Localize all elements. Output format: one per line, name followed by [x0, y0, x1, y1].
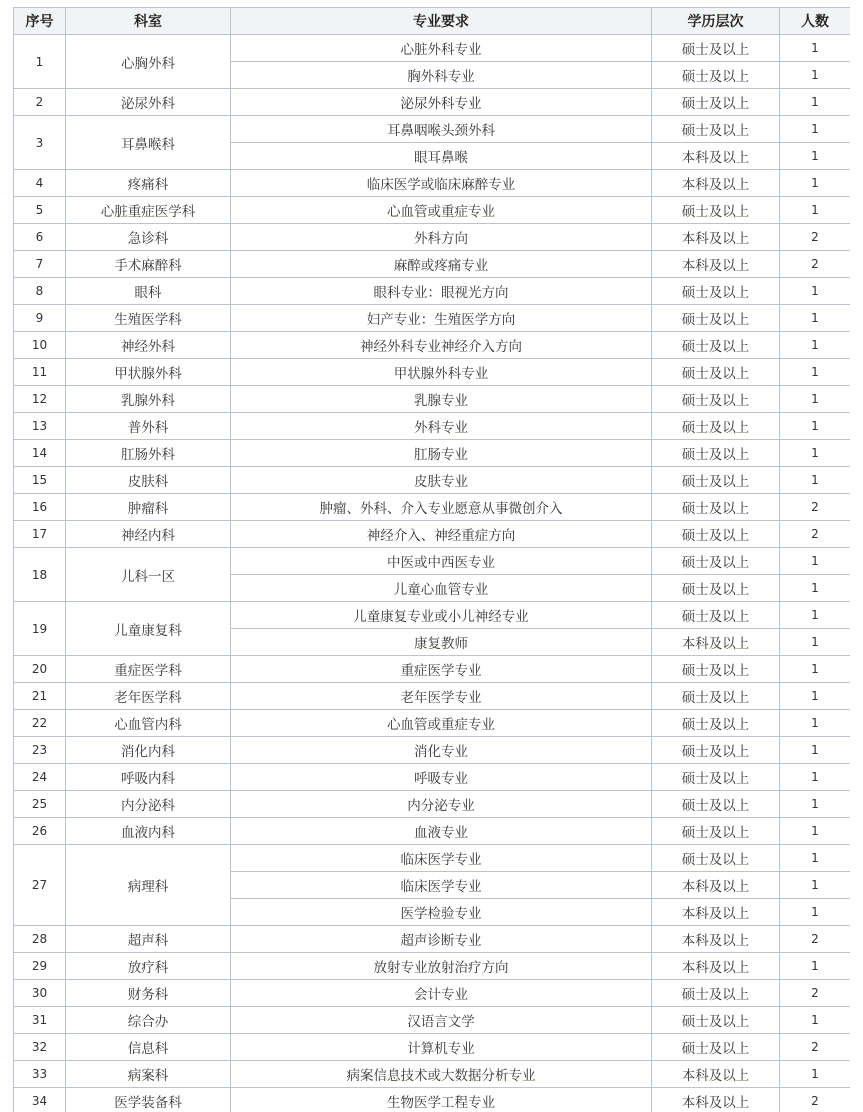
- cell-count: 2: [780, 494, 851, 521]
- cell-count: 1: [780, 1007, 851, 1034]
- cell-edu: 硕士及以上: [652, 656, 780, 683]
- cell-dept: 放疗科: [66, 953, 231, 980]
- cell-seq: 8: [14, 278, 66, 305]
- cell-dept: 超声科: [66, 926, 231, 953]
- table-row: [14, 602, 851, 629]
- table-row: [14, 494, 851, 521]
- cell-count: 1: [780, 548, 851, 575]
- cell-count: 1: [780, 791, 851, 818]
- cell-seq: 27: [14, 845, 66, 926]
- cell-edu: 硕士及以上: [652, 791, 780, 818]
- cell-edu: 本科及以上: [652, 872, 780, 899]
- cell-major: 临床医学或临床麻醉专业: [231, 170, 652, 197]
- cell-seq: 25: [14, 791, 66, 818]
- cell-major: 神经介入、神经重症方向: [231, 521, 652, 548]
- cell-count: 2: [780, 251, 851, 278]
- cell-seq: 31: [14, 1007, 66, 1034]
- cell-seq: 2: [14, 89, 66, 116]
- cell-major: 麻醉或疼痛专业: [231, 251, 652, 278]
- cell-count: 2: [780, 1034, 851, 1061]
- table-row: [14, 305, 851, 332]
- cell-seq: 4: [14, 170, 66, 197]
- cell-dept: 乳腺外科: [66, 386, 231, 413]
- cell-count: 1: [780, 359, 851, 386]
- table-row: [14, 467, 851, 494]
- cell-edu: 硕士及以上: [652, 440, 780, 467]
- cell-seq: 15: [14, 467, 66, 494]
- cell-edu: 硕士及以上: [652, 305, 780, 332]
- cell-seq: 29: [14, 953, 66, 980]
- cell-seq: 12: [14, 386, 66, 413]
- cell-count: 1: [780, 116, 851, 143]
- cell-count: 1: [780, 818, 851, 845]
- cell-dept: 综合办: [66, 1007, 231, 1034]
- cell-count: 2: [780, 224, 851, 251]
- cell-edu: 硕士及以上: [652, 845, 780, 872]
- table-row: [14, 1034, 851, 1061]
- cell-dept: 老年医学科: [66, 683, 231, 710]
- cell-count: 1: [780, 656, 851, 683]
- cell-count: 1: [780, 305, 851, 332]
- cell-count: 1: [780, 332, 851, 359]
- cell-count: 1: [780, 764, 851, 791]
- table-row: [14, 926, 851, 953]
- cell-count: 1: [780, 845, 851, 872]
- cell-dept: 神经内科: [66, 521, 231, 548]
- cell-seq: 6: [14, 224, 66, 251]
- table-row: [14, 764, 851, 791]
- table-row: [14, 251, 851, 278]
- cell-major: 眼耳鼻喉: [231, 143, 652, 170]
- cell-major: 重症医学专业: [231, 656, 652, 683]
- cell-dept: 血液内科: [66, 818, 231, 845]
- cell-count: 1: [780, 737, 851, 764]
- cell-major: 消化专业: [231, 737, 652, 764]
- cell-count: 1: [780, 899, 851, 926]
- cell-major: 妇产专业：生殖医学方向: [231, 305, 652, 332]
- cell-seq: 10: [14, 332, 66, 359]
- cell-dept: 泌尿外科: [66, 89, 231, 116]
- table-row: [14, 521, 851, 548]
- cell-edu: 本科及以上: [652, 251, 780, 278]
- cell-major: 心血管或重症专业: [231, 197, 652, 224]
- cell-seq: 33: [14, 1061, 66, 1088]
- cell-edu: 硕士及以上: [652, 359, 780, 386]
- cell-major: 心脏外科专业: [231, 35, 652, 62]
- table-row: [14, 953, 851, 980]
- cell-count: 2: [780, 926, 851, 953]
- cell-seq: 22: [14, 710, 66, 737]
- cell-edu: 硕士及以上: [652, 602, 780, 629]
- cell-major: 耳鼻咽喉头颈外科: [231, 116, 652, 143]
- cell-seq: 11: [14, 359, 66, 386]
- table-row: [14, 683, 851, 710]
- cell-edu: 本科及以上: [652, 953, 780, 980]
- cell-edu: 硕士及以上: [652, 575, 780, 602]
- cell-edu: 硕士及以上: [652, 1034, 780, 1061]
- cell-dept: 甲状腺外科: [66, 359, 231, 386]
- cell-count: 1: [780, 89, 851, 116]
- table-row: [14, 278, 851, 305]
- cell-dept: 财务科: [66, 980, 231, 1007]
- table-row: [14, 170, 851, 197]
- cell-dept: 心血管内科: [66, 710, 231, 737]
- cell-edu: 硕士及以上: [652, 494, 780, 521]
- cell-count: 2: [780, 980, 851, 1007]
- cell-major: 胸外科专业: [231, 62, 652, 89]
- table-row: [14, 1061, 851, 1088]
- cell-edu: 本科及以上: [652, 143, 780, 170]
- cell-major: 内分泌专业: [231, 791, 652, 818]
- table-row: [14, 845, 851, 872]
- table-row: [14, 1007, 851, 1034]
- cell-major: 老年医学专业: [231, 683, 652, 710]
- cell-count: 2: [780, 521, 851, 548]
- cell-dept: 急诊科: [66, 224, 231, 251]
- cell-seq: 13: [14, 413, 66, 440]
- cell-edu: 硕士及以上: [652, 89, 780, 116]
- cell-dept: 肛肠外科: [66, 440, 231, 467]
- cell-edu: 硕士及以上: [652, 548, 780, 575]
- table-row: [14, 818, 851, 845]
- cell-major: 外科方向: [231, 224, 652, 251]
- recruitment-table: [13, 7, 850, 1112]
- cell-count: 1: [780, 953, 851, 980]
- cell-edu: 硕士及以上: [652, 278, 780, 305]
- cell-count: 1: [780, 575, 851, 602]
- cell-count: 1: [780, 170, 851, 197]
- cell-seq: 17: [14, 521, 66, 548]
- cell-count: 2: [780, 1088, 851, 1112]
- cell-dept: 肿瘤科: [66, 494, 231, 521]
- cell-seq: 9: [14, 305, 66, 332]
- table-row: [14, 980, 851, 1007]
- table-row: [14, 359, 851, 386]
- table-row: [14, 1088, 851, 1112]
- cell-dept: 消化内科: [66, 737, 231, 764]
- cell-edu: 硕士及以上: [652, 737, 780, 764]
- cell-dept: 病案科: [66, 1061, 231, 1088]
- table-row: [14, 737, 851, 764]
- cell-count: 1: [780, 440, 851, 467]
- cell-edu: 硕士及以上: [652, 710, 780, 737]
- cell-count: 1: [780, 413, 851, 440]
- cell-edu: 硕士及以上: [652, 332, 780, 359]
- cell-seq: 23: [14, 737, 66, 764]
- cell-count: 1: [780, 143, 851, 170]
- cell-major: 医学检验专业: [231, 899, 652, 926]
- cell-major: 汉语言文学: [231, 1007, 652, 1034]
- cell-major: 放射专业放射治疗方向: [231, 953, 652, 980]
- table-row: [14, 35, 851, 62]
- table-row: [14, 791, 851, 818]
- cell-major: 临床医学专业: [231, 872, 652, 899]
- cell-major: 呼吸专业: [231, 764, 652, 791]
- table-row: [14, 89, 851, 116]
- cell-count: 1: [780, 710, 851, 737]
- cell-count: 1: [780, 62, 851, 89]
- cell-seq: 1: [14, 35, 66, 89]
- cell-count: 1: [780, 602, 851, 629]
- cell-edu: 硕士及以上: [652, 197, 780, 224]
- header-edu: 学历层次: [652, 8, 780, 35]
- cell-seq: 3: [14, 116, 66, 170]
- cell-edu: 硕士及以上: [652, 818, 780, 845]
- cell-seq: 19: [14, 602, 66, 656]
- cell-edu: 硕士及以上: [652, 521, 780, 548]
- cell-dept: 儿童康复科: [66, 602, 231, 656]
- cell-major: 泌尿外科专业: [231, 89, 652, 116]
- cell-dept: 重症医学科: [66, 656, 231, 683]
- cell-edu: 硕士及以上: [652, 116, 780, 143]
- cell-seq: 5: [14, 197, 66, 224]
- cell-count: 1: [780, 1061, 851, 1088]
- cell-major: 儿童心血管专业: [231, 575, 652, 602]
- cell-major: 肛肠专业: [231, 440, 652, 467]
- cell-major: 康复教师: [231, 629, 652, 656]
- table-row: [14, 116, 851, 143]
- cell-edu: 本科及以上: [652, 926, 780, 953]
- cell-count: 1: [780, 629, 851, 656]
- cell-dept: 呼吸内科: [66, 764, 231, 791]
- cell-major: 心血管或重症专业: [231, 710, 652, 737]
- cell-count: 1: [780, 683, 851, 710]
- table-row: [14, 386, 851, 413]
- cell-edu: 本科及以上: [652, 899, 780, 926]
- table-row: [14, 440, 851, 467]
- cell-major: 生物医学工程专业: [231, 1088, 652, 1112]
- cell-major: 肿瘤、外科、介入专业愿意从事微创介入: [231, 494, 652, 521]
- cell-major: 儿童康复专业或小儿神经专业: [231, 602, 652, 629]
- cell-count: 1: [780, 872, 851, 899]
- table-row: [14, 413, 851, 440]
- recruitment-table-container: [13, 7, 850, 1112]
- cell-count: 1: [780, 278, 851, 305]
- cell-edu: 硕士及以上: [652, 467, 780, 494]
- cell-seq: 14: [14, 440, 66, 467]
- cell-dept: 生殖医学科: [66, 305, 231, 332]
- cell-dept: 儿科一区: [66, 548, 231, 602]
- cell-dept: 神经外科: [66, 332, 231, 359]
- cell-seq: 32: [14, 1034, 66, 1061]
- cell-major: 甲状腺外科专业: [231, 359, 652, 386]
- cell-count: 1: [780, 197, 851, 224]
- table-body: [14, 35, 851, 1112]
- cell-edu: 硕士及以上: [652, 413, 780, 440]
- table-row: [14, 710, 851, 737]
- cell-dept: 医学装备科: [66, 1088, 231, 1112]
- cell-edu: 硕士及以上: [652, 35, 780, 62]
- cell-edu: 硕士及以上: [652, 980, 780, 1007]
- cell-seq: 30: [14, 980, 66, 1007]
- cell-edu: 本科及以上: [652, 1061, 780, 1088]
- cell-dept: 普外科: [66, 413, 231, 440]
- cell-edu: 硕士及以上: [652, 1007, 780, 1034]
- cell-dept: 心胸外科: [66, 35, 231, 89]
- cell-edu: 硕士及以上: [652, 683, 780, 710]
- cell-dept: 手术麻醉科: [66, 251, 231, 278]
- cell-seq: 20: [14, 656, 66, 683]
- cell-seq: 26: [14, 818, 66, 845]
- table-row: [14, 224, 851, 251]
- cell-major: 会计专业: [231, 980, 652, 1007]
- cell-dept: 眼科: [66, 278, 231, 305]
- cell-count: 1: [780, 35, 851, 62]
- cell-count: 1: [780, 467, 851, 494]
- cell-seq: 34: [14, 1088, 66, 1112]
- header-seq: 序号: [14, 8, 66, 35]
- cell-dept: 内分泌科: [66, 791, 231, 818]
- cell-major: 中医或中西医专业: [231, 548, 652, 575]
- cell-edu: 本科及以上: [652, 224, 780, 251]
- header-count: 人数: [780, 8, 851, 35]
- table-row: [14, 332, 851, 359]
- cell-edu: 本科及以上: [652, 629, 780, 656]
- cell-edu: 本科及以上: [652, 1088, 780, 1112]
- header-major: 专业要求: [231, 8, 652, 35]
- cell-dept: 皮肤科: [66, 467, 231, 494]
- cell-edu: 硕士及以上: [652, 62, 780, 89]
- cell-edu: 硕士及以上: [652, 386, 780, 413]
- header-dept: 科室: [66, 8, 231, 35]
- table-row: [14, 548, 851, 575]
- cell-seq: 18: [14, 548, 66, 602]
- cell-count: 1: [780, 386, 851, 413]
- cell-dept: 信息科: [66, 1034, 231, 1061]
- cell-dept: 疼痛科: [66, 170, 231, 197]
- table-row: [14, 197, 851, 224]
- cell-dept: 心脏重症医学科: [66, 197, 231, 224]
- cell-major: 神经外科专业神经介入方向: [231, 332, 652, 359]
- cell-dept: 耳鼻喉科: [66, 116, 231, 170]
- cell-major: 眼科专业：眼视光方向: [231, 278, 652, 305]
- cell-major: 皮肤专业: [231, 467, 652, 494]
- cell-major: 计算机专业: [231, 1034, 652, 1061]
- table-row: [14, 656, 851, 683]
- cell-dept: 病理科: [66, 845, 231, 926]
- cell-major: 临床医学专业: [231, 845, 652, 872]
- cell-edu: 硕士及以上: [652, 764, 780, 791]
- cell-major: 血液专业: [231, 818, 652, 845]
- cell-major: 超声诊断专业: [231, 926, 652, 953]
- cell-seq: 28: [14, 926, 66, 953]
- cell-major: 外科专业: [231, 413, 652, 440]
- cell-seq: 21: [14, 683, 66, 710]
- cell-edu: 本科及以上: [652, 170, 780, 197]
- cell-seq: 7: [14, 251, 66, 278]
- cell-major: 病案信息技术或大数据分析专业: [231, 1061, 652, 1088]
- header-row: [14, 8, 851, 35]
- cell-seq: 16: [14, 494, 66, 521]
- cell-seq: 24: [14, 764, 66, 791]
- cell-major: 乳腺专业: [231, 386, 652, 413]
